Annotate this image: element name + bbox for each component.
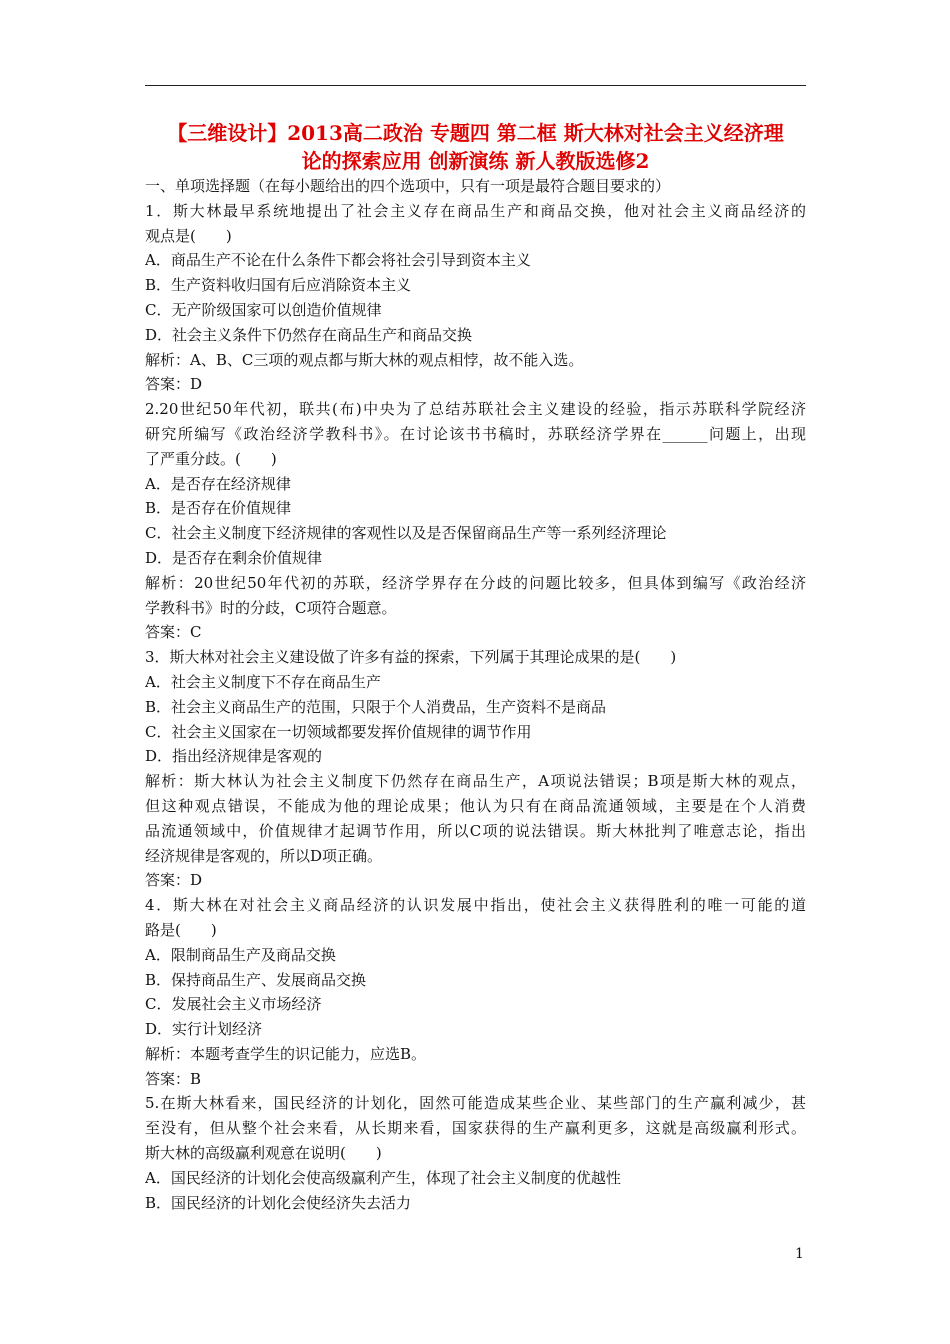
text-line: A．商品生产不论在什么条件下都会将社会引导到资本主义 bbox=[145, 251, 531, 270]
document-title bbox=[145, 119, 806, 175]
text-line: A．是否存在经济规律 bbox=[145, 474, 291, 493]
text-line: 至没有，但从整个社会来看，从长期来看，国家获得的生产赢利更多，这就是高级赢利形式。 bbox=[145, 1119, 806, 1138]
text-line: C．无产阶级国家可以创造价值规律 bbox=[145, 300, 382, 319]
text-line: 研究所编写《政治经济学教科书》。在讨论该书书稿时，苏联经济学界在______问题上，出现 bbox=[145, 424, 806, 443]
text-line: 斯大林的高级赢利观意在说明( ) bbox=[145, 1144, 382, 1163]
text-line: A．国民经济的计划化会使高级赢利产生，体现了社会主义制度的优越性 bbox=[145, 1168, 621, 1187]
text-line: B．保持商品生产、发展商品交换 bbox=[145, 970, 367, 989]
text-line: 答案：D bbox=[145, 871, 203, 890]
document-body bbox=[145, 174, 806, 1215]
text-line: 但这种观点错误，不能成为他的理论成果；他认为只有在商品流通领域，主要是在个人消费 bbox=[145, 796, 806, 815]
text-line: 学教科书》时的分歧，C项符合题意。 bbox=[145, 598, 397, 617]
text-line: D．指出经济规律是客观的 bbox=[145, 747, 323, 766]
text-line: A．限制商品生产及商品交换 bbox=[145, 945, 336, 964]
title-line-1: 【三维设计】2013高二政治 专题四 第二框 斯大林对社会主义经济理 bbox=[167, 121, 784, 145]
text-line: D．实行计划经济 bbox=[145, 1020, 263, 1039]
text-line: C．社会主义制度下经济规律的客观性以及是否保留商品生产等一系列经济理论 bbox=[145, 524, 667, 543]
text-line: 答案：B bbox=[145, 1069, 202, 1088]
text-line: B．是否存在价值规律 bbox=[145, 499, 292, 518]
text-line: 观点是( ) bbox=[145, 226, 232, 245]
text-line: 1．斯大林最早系统地提出了社会主义存在商品生产和商品交换，他对社会主义商品经济的 bbox=[145, 201, 806, 220]
header-rule bbox=[145, 85, 806, 86]
text-line: B．社会主义商品生产的范围，只限于个人消费品，生产资料不是商品 bbox=[145, 697, 607, 716]
text-line: 解析：20世纪50年代初的苏联，经济学界存在分歧的问题比较多，但具体到编写《政治经济 bbox=[145, 573, 806, 592]
text-line: 2.20世纪50年代初，联共(布)中央为了总结苏联社会主义建设的经验，指示苏联科学院经济 bbox=[145, 400, 806, 419]
text-line: A．社会主义制度下不存在商品生产 bbox=[145, 672, 381, 691]
title-line-2: 论的探索应用 创新演练 新人教版选修2 bbox=[301, 149, 650, 173]
text-line: 解析：斯大林认为社会主义制度下仍然存在商品生产，A项说法错误；B项是斯大林的观点， bbox=[145, 772, 806, 791]
text-line: 3．斯大林对社会主义建设做了许多有益的探索，下列属于其理论成果的是( ) bbox=[145, 648, 677, 667]
text-line: 解析：本题考查学生的识记能力，应选B。 bbox=[145, 1044, 427, 1063]
text-line: 经济规律是客观的，所以D项正确。 bbox=[145, 846, 383, 865]
text-line: 一、单项选择题（在每小题给出的四个选项中，只有一项是最符合题目要求的） bbox=[145, 177, 671, 195]
text-line: 路是( ) bbox=[145, 920, 217, 939]
page-number: 1 bbox=[795, 1246, 804, 1262]
text-line: C．社会主义国家在一切领域都要发挥价值规律的调节作用 bbox=[145, 722, 532, 741]
text-line: 答案：D bbox=[145, 375, 203, 394]
text-line: 品流通领域中，价值规律才起调节作用，所以C项的说法错误。斯大林批判了唯意志论，指出 bbox=[145, 821, 806, 840]
text-line: 5.在斯大林看来，国民经济的计划化，固然可能造成某些企业、某些部门的生产赢利减少，甚 bbox=[145, 1094, 806, 1113]
text-line: B．生产资料收归国有后应消除资本主义 bbox=[145, 276, 412, 295]
text-line: 解析：A、B、C三项的观点都与斯大林的观点相悖，故不能入选。 bbox=[145, 350, 584, 369]
text-line: 答案：C bbox=[145, 623, 202, 642]
text-line: 了严重分歧。( ) bbox=[145, 449, 277, 468]
text-line: 4．斯大林在对社会主义商品经济的认识发展中指出，使社会主义获得胜利的唯一可能的道 bbox=[145, 896, 806, 915]
text-line: C．发展社会主义市场经济 bbox=[145, 995, 322, 1014]
text-line: B．国民经济的计划化会使经济失去活力 bbox=[145, 1193, 412, 1212]
text-line: D．是否存在剩余价值规律 bbox=[145, 548, 323, 567]
text-line: D．社会主义条件下仍然存在商品生产和商品交换 bbox=[145, 325, 473, 344]
